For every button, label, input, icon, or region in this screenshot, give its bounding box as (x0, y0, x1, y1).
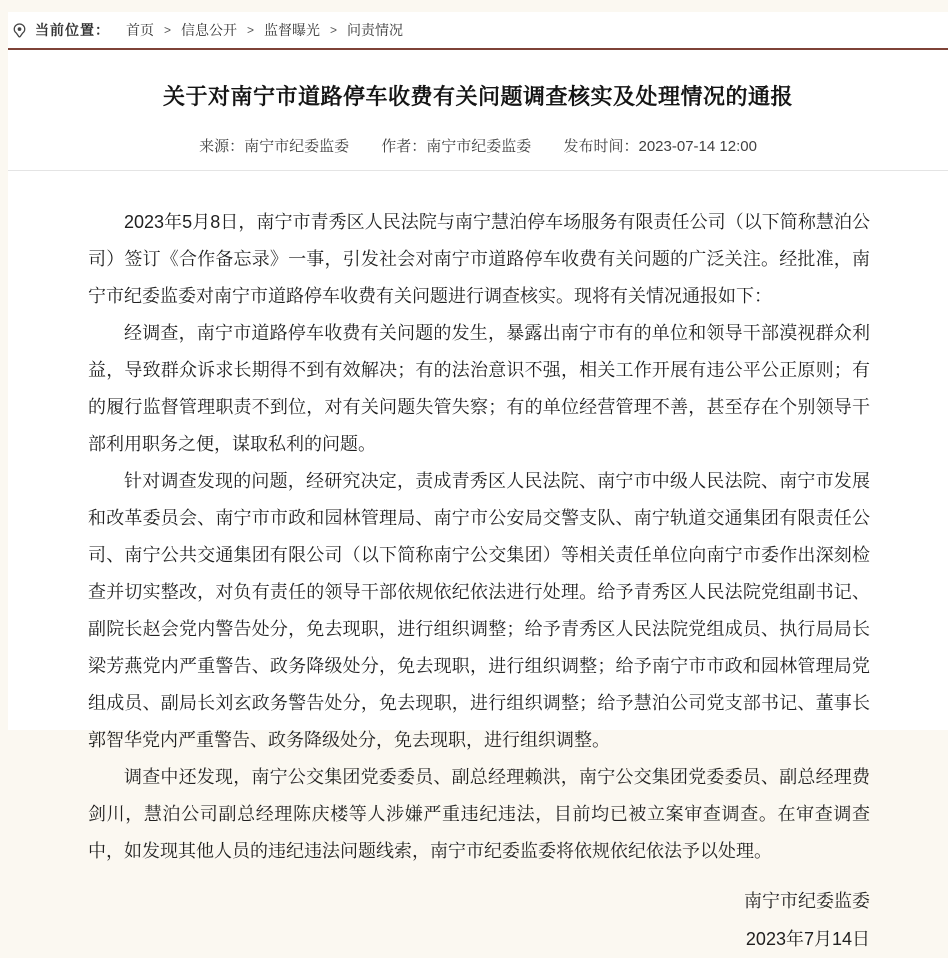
breadcrumb-item-info-disclosure[interactable]: 信息公开 (181, 20, 237, 40)
meta-source-value: 南宁市纪委监委 (244, 138, 349, 155)
breadcrumb-item-home[interactable]: 首页 (126, 20, 154, 40)
signature-block (8, 870, 948, 958)
article-body (8, 171, 948, 870)
breadcrumb-separator: > (164, 23, 171, 37)
meta-publish-time-value: 2023-07-14 12:00 (638, 138, 756, 155)
breadcrumb-label: 当前位置： (35, 20, 110, 40)
paragraph-intro: 2023年5月8日，南宁市青秀区人民法院与南宁慧泊停车场服务有限责任公司（以下简称慧泊公司）签订《合作备忘录》一事，引发社会对南宁市道路停车收费有关问题的广泛关注。经批准，南宁市纪委监委对南宁市道路停车收费有关问题进行调查核实。现将有关情况通报如下： (88, 204, 870, 315)
accent-divider (8, 48, 948, 50)
breadcrumb (8, 12, 948, 48)
article-card (8, 12, 948, 730)
paragraph-findings: 经调查，南宁市道路停车收费有关问题的发生，暴露出南宁市有的单位和领导干部漠视群众利益，导致群众诉求长期得不到有效解决；有的法治意识不强，相关工作开展有违公平公正原则；有的履行监督管理职责不到位，对有关问题失管失察；有的单位经营管理不善，甚至存在个别领导干部利用职务之便，谋取私利的问题。 (88, 315, 870, 463)
breadcrumb-item-supervision-exposure[interactable]: 监督曝光 (264, 20, 320, 40)
meta-source-label: 来源： (199, 138, 244, 155)
meta-publish-time (563, 138, 756, 155)
meta-publish-time-label: 发布时间： (563, 138, 638, 155)
signature-org: 南宁市纪委监委 (88, 882, 870, 920)
location-pin-icon (11, 22, 28, 39)
meta-author-label: 作者： (381, 138, 426, 155)
paragraph-investigation: 调查中还发现，南宁公交集团党委委员、副总经理赖洪，南宁公交集团党委委员、副总经理费剑川，慧泊公司副总经理陈庆楼等人涉嫌严重违纪违法，目前均已被立案审查调查。在审查调查中，如发现其他人员的违纪违法问题线索，南宁市纪委监委将依规依纪依法予以处理。 (88, 759, 870, 870)
breadcrumb-separator: > (247, 23, 254, 37)
paragraph-punishments: 针对调查发现的问题，经研究决定，责成青秀区人民法院、南宁市中级人民法院、南宁市发展和改革委员会、南宁市市政和园林管理局、南宁市公安局交警支队、南宁轨道交通集团有限责任公司、南宁公共交通集团有限公司（以下简称南宁公交集团）等相关责任单位向南宁市委作出深刻检查并切实整改，对负有责任的领导干部依规依纪依法进行处理。给予青秀区人民法院党组副书记、副院长赵会党内警告处分，免去现职，进行组织调整；给予青秀区人民法院党组成员、执行局局长梁芳燕党内严重警告、政务降级处分，免去现职，进行组织调整；给予南宁市市政和园林管理局党组成员、副局长刘玄政务警告处分，免去现职，进行组织调整；给予慧泊公司党支部书记、董事长郭智华党内严重警告、政务降级处分，免去现职，进行组织调整。 (88, 463, 870, 759)
article-meta (8, 135, 948, 156)
breadcrumb-separator: > (330, 23, 337, 37)
breadcrumb-item-accountability[interactable]: 问责情况 (347, 20, 403, 40)
meta-author (381, 138, 531, 155)
page-title: 关于对南宁市道路停车收费有关问题调查核实及处理情况的通报 (68, 80, 888, 111)
signature-date: 2023年7月14日 (88, 920, 870, 958)
meta-source (199, 138, 349, 155)
meta-author-value: 南宁市纪委监委 (426, 138, 531, 155)
